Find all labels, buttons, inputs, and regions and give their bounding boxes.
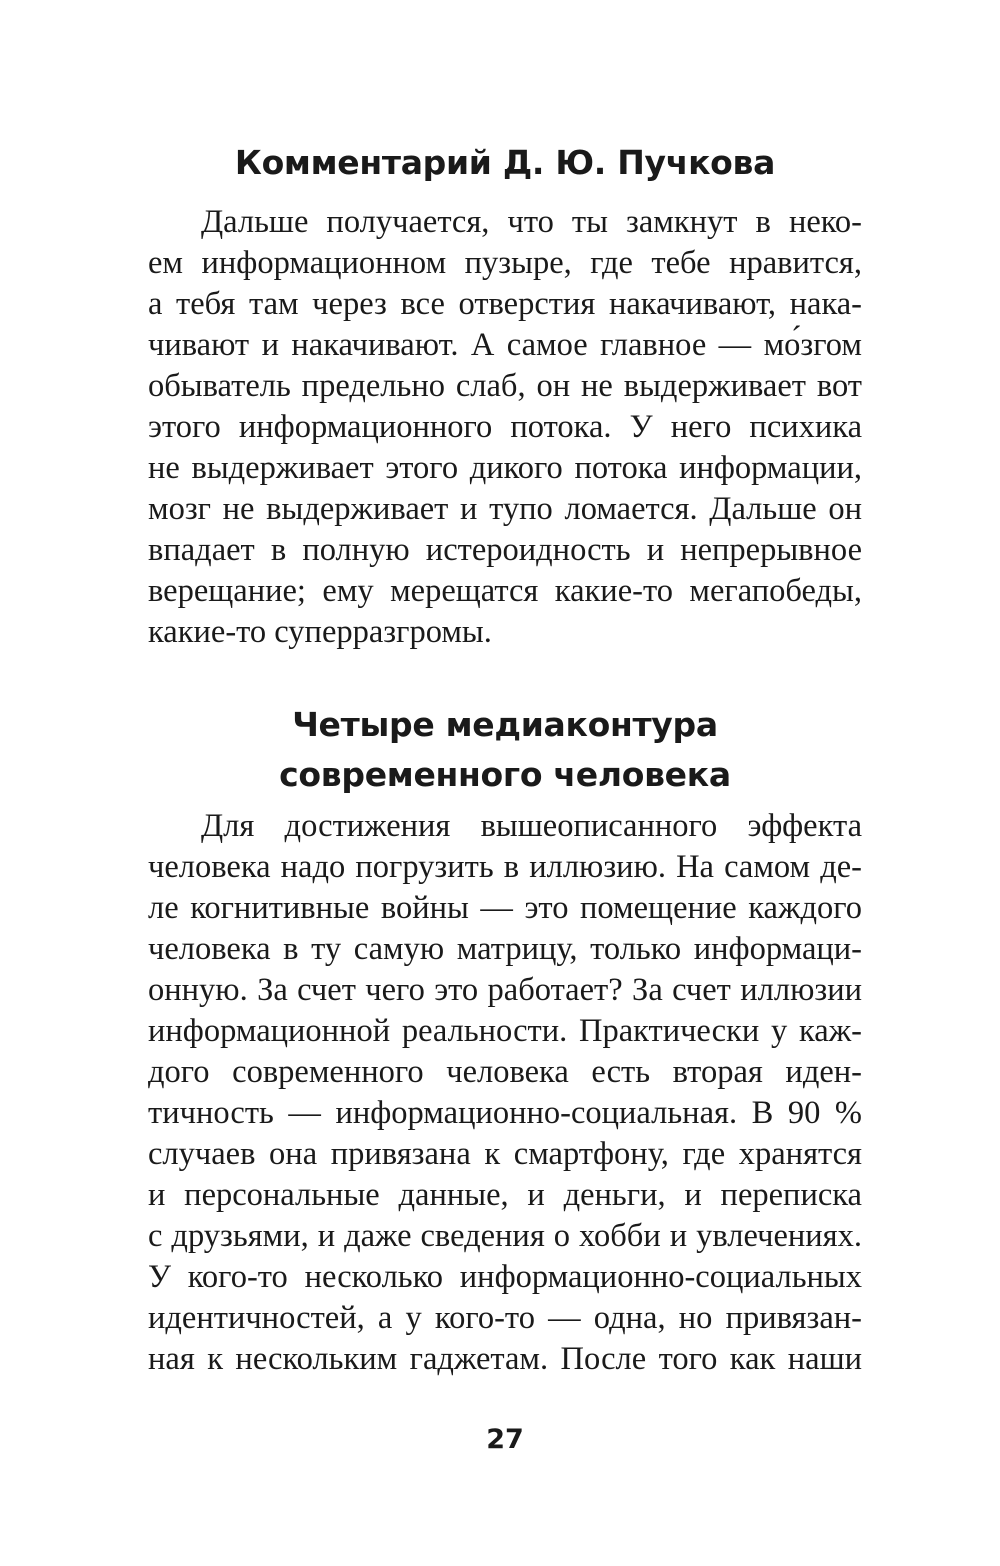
heading-line: современного человека [279, 755, 731, 794]
text-line: онную. За счет чего это работает? За счет иллюзии [148, 972, 862, 1008]
text-line: человека надо погрузить в иллюзию. На самом де- [148, 849, 862, 885]
text-line: случаев она привязана к смартфону, где хранятся [148, 1136, 862, 1172]
text-line: ле когнитивные войны — это помещение каждого [148, 890, 862, 926]
paragraph-commentary [148, 202, 862, 653]
text-line: чивают и накачивают. А самое главное — мо́згом [148, 327, 862, 363]
text-line: информационной реальности. Практически у каж- [148, 1013, 862, 1049]
text-line: идентичностей, а у кого-то — одна, но привязан- [148, 1300, 862, 1336]
section-heading-commentary: Комментарий Д. Ю. Пучкова [234, 143, 776, 182]
text-line: этого информационного потока. У него психика [148, 409, 862, 445]
text-line: Дальше получается, что ты замкнут в неко- [201, 204, 862, 240]
text-line: ная к нескольким гаджетам. После того как наши [148, 1341, 862, 1377]
paragraph-media-contours [148, 806, 862, 1380]
text-line: впадает в полную истероидность и непрерывное [148, 532, 862, 568]
page-number: 27 [486, 1424, 524, 1455]
text-line: обыватель предельно слаб, он не выдерживает вот [148, 368, 862, 404]
text-line: а тебя там через все отверстия накачивают, нака- [148, 286, 862, 322]
text-line: верещание; ему мерещатся какие-то мегапобеды, [148, 573, 862, 609]
heading-line: Четыре медиаконтура [292, 705, 718, 744]
text-line: какие-то суперразгромы. [148, 614, 492, 650]
text-line: ем информационном пузыре, где тебе нравится, [148, 245, 862, 281]
text-line: и персональные данные, и деньги, и переписка [148, 1177, 862, 1213]
text-line: У кого-то несколько информационно-социальных [148, 1259, 862, 1295]
text-line: с друзьями, и даже сведения о хобби и увлечениях. [148, 1218, 862, 1254]
text-line: человека в ту самую матрицу, только информаци- [148, 931, 862, 967]
section-heading-media-contours [148, 700, 862, 800]
text-line: тичность — информационно-социальная. В 90 % [148, 1095, 862, 1131]
text-line: дого современного человека есть вторая иден- [148, 1054, 862, 1090]
text-line: Для достижения вышеописанного эффекта [201, 808, 862, 844]
text-line: мозг не выдерживает и тупо ломается. Дальше он [148, 491, 862, 527]
book-page [148, 0, 862, 1566]
text-line: не выдерживает этого дикого потока информации, [148, 450, 862, 486]
